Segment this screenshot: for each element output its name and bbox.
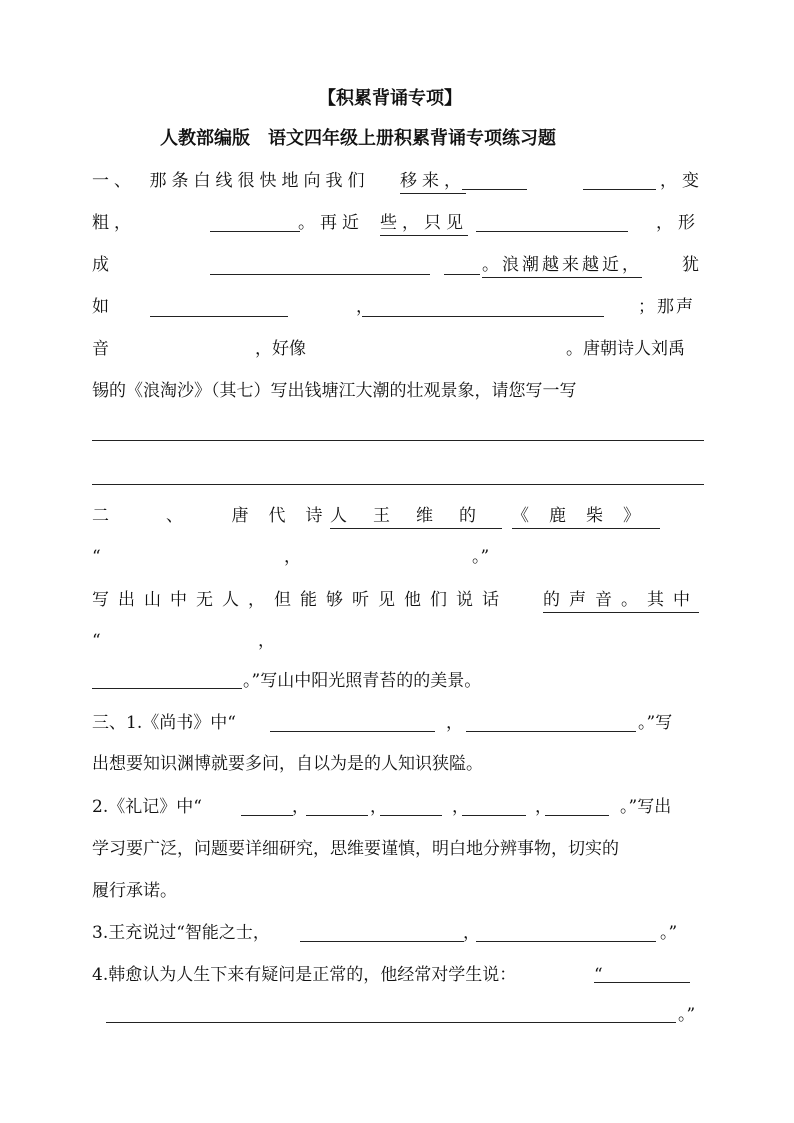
q1-blank-4a[interactable] bbox=[150, 316, 288, 317]
q2-line1-start: 二 、 唐代诗 bbox=[92, 506, 343, 526]
q3-p2-sep3: ， bbox=[452, 797, 469, 817]
q3-p2-blank-2[interactable] bbox=[306, 815, 368, 816]
q3-p2-end: 。”写出 bbox=[620, 797, 672, 817]
q3-p2-blank-5[interactable] bbox=[545, 815, 609, 816]
q3-p4-blank-a[interactable] bbox=[594, 982, 690, 983]
q2-line4-open: “ bbox=[92, 631, 101, 651]
q3-p3-end: 。” bbox=[660, 923, 678, 943]
q2-line2-close: 。” bbox=[472, 547, 490, 567]
q2-line2-open: “ bbox=[92, 547, 101, 567]
q1-line1-underlined: 移来， bbox=[400, 170, 466, 194]
q1-line1-end: ，变 bbox=[660, 171, 704, 191]
q1-line2-underlined: 些，只见 bbox=[380, 212, 468, 236]
q1-line1-text: 一、 那条白线很快地向我们 bbox=[92, 171, 370, 191]
q2-blank-5[interactable] bbox=[92, 688, 242, 689]
q3-p2-blank-4[interactable] bbox=[462, 815, 526, 816]
q1-blank-2a[interactable] bbox=[210, 231, 300, 232]
q3-p2-start: 2.《礼记》中“ bbox=[92, 797, 202, 817]
page-subtitle: 人教部编版 语文四年级上册积累背诵专项练习题 bbox=[160, 128, 556, 149]
q1-blank-1a[interactable] bbox=[462, 189, 527, 190]
q3-p1-blank-b[interactable] bbox=[466, 731, 636, 732]
q3-p2-blank-1[interactable] bbox=[241, 815, 293, 816]
q1-blank-3a[interactable] bbox=[210, 274, 430, 275]
q3-p1-line2: 出想要知识渊博就要多问，自以为是的人知识狭隘。 bbox=[92, 754, 483, 774]
q1-line2-start: 粗， bbox=[92, 213, 136, 233]
q3-p2-blank-3[interactable] bbox=[380, 815, 442, 816]
q3-p3-comma: ， bbox=[463, 923, 480, 943]
q1-line4-comma: ， bbox=[356, 297, 373, 317]
q2-line5: 。”写山中阳光照青苔的的美景。 bbox=[243, 671, 482, 691]
q1-line5-end: 。唐朝诗人刘禹 bbox=[566, 339, 685, 359]
q2-line2-comma: ， bbox=[284, 547, 301, 567]
q3-p4-end: 。” bbox=[678, 1005, 696, 1025]
q1-line4-start: 如 bbox=[92, 297, 109, 317]
q3-p2-sep1: ， bbox=[292, 797, 309, 817]
q2-line3-text: 写出山中无人，但能够听见他们说话 bbox=[92, 590, 508, 610]
q2-line1-poet: 人王维的 bbox=[330, 505, 502, 529]
q1-line5-mid: ，好像 bbox=[255, 339, 306, 359]
q1-line6: 锡的《浪淘沙》（其七）写出钱塘江大潮的壮观景象，请您写一写 bbox=[92, 381, 577, 401]
q1-line2-end: ，形 bbox=[656, 213, 700, 233]
q1-line4-end: ；那声 bbox=[638, 297, 695, 317]
q3-p1-start: 三、1.《尚书》中“ bbox=[92, 713, 236, 733]
q1-line2-mid: 。再近 bbox=[298, 213, 364, 233]
q1-line5-start: 音 bbox=[92, 339, 109, 359]
q1-answer-line-1[interactable] bbox=[92, 440, 704, 441]
q1-blank-4b[interactable] bbox=[362, 316, 604, 317]
q1-blank-2b[interactable] bbox=[476, 231, 628, 232]
q1-blank-1b[interactable] bbox=[583, 189, 656, 190]
q3-p1-comma: ， bbox=[446, 713, 463, 733]
q2-line1-poem: 《鹿柴》 bbox=[512, 505, 660, 529]
q3-p3-blank-b[interactable] bbox=[476, 941, 656, 942]
q3-p4-start: 4.韩愈认为人生下来有疑问是正常的，他经常对学生说： bbox=[92, 965, 517, 985]
q1-blank-3b[interactable] bbox=[444, 274, 480, 275]
q3-p4-quote: “ bbox=[594, 965, 603, 985]
q3-p2-sep4: ， bbox=[535, 797, 552, 817]
q3-p1-blank-a[interactable] bbox=[270, 731, 435, 732]
q3-p1-end: 。”写 bbox=[638, 713, 673, 733]
q3-p3-start: 3.王充说过“智能之士， bbox=[92, 923, 270, 943]
q2-line4-comma: ， bbox=[258, 631, 275, 651]
q3-p2-line3: 履行承诺。 bbox=[92, 881, 177, 901]
q3-p3-blank-a[interactable] bbox=[300, 941, 464, 942]
q1-line3-end: 犹 bbox=[682, 255, 699, 275]
q3-p4-blank-b[interactable] bbox=[106, 1022, 676, 1023]
q2-line3-underlined: 的声音。其中 bbox=[543, 589, 699, 613]
q1-answer-line-2[interactable] bbox=[92, 484, 704, 485]
page-title: 【积累背诵专项】 bbox=[318, 88, 462, 109]
q1-line3-underlined: 。浪潮越来越近， bbox=[482, 254, 642, 278]
q3-p2-sep2: ， bbox=[370, 797, 387, 817]
q1-line3-start: 成 bbox=[92, 255, 114, 275]
q3-p2-line2: 学习要广泛，问题要详细研究，思维要谨慎，明白地分辨事物，切实的 bbox=[92, 839, 619, 859]
